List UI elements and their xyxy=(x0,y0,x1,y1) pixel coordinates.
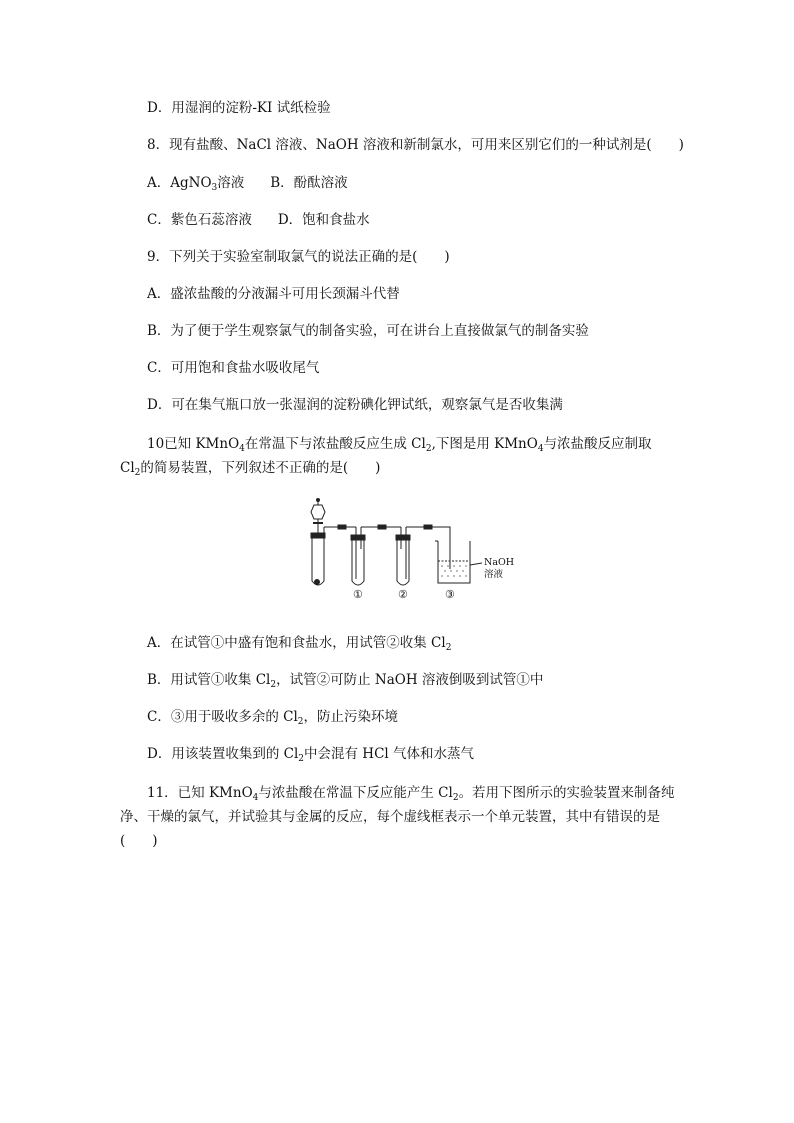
label-tube-1: ① xyxy=(353,588,363,601)
q10-stem: 10已知 KMnO$_4$在常温下与浓盐酸反应生成 $Cl_2$,下图是用 KMnO$_4$与浓盐酸反应制取 $Cl_2$的简易装置，下列叙述不正确的是( ) xyxy=(120,436,652,478)
q8-option-c: C．紫色石蕊溶液 xyxy=(147,212,252,228)
beaker xyxy=(435,541,470,583)
q10-option-b: B．用试管①收集 $Cl_2$，试管②可防止 NaOH 溶液倒吸到试管①中 xyxy=(147,672,544,690)
q10-option-a: A．在试管①中盛有饱和食盐水，用试管②收集 $Cl_2$ xyxy=(147,635,452,653)
q8-options-ab xyxy=(147,173,348,193)
label-beaker: ③ xyxy=(445,588,455,601)
label-naoh: NaOH xyxy=(484,557,515,568)
q9-option-d: D．可在集气瓶口放一张湿润的淀粉碘化钾试纸，观察氯气是否收集满 xyxy=(147,397,563,413)
test-tube-2 xyxy=(396,527,410,585)
q9-stem: 9．下列关于实验室制取氯气的说法正确的是( ) xyxy=(147,249,450,265)
q9-option-b: B．为了便于学生观察氯气的制备实验，可在讲台上直接做氯气的制备实验 xyxy=(147,323,589,339)
generator-tube xyxy=(311,527,325,585)
q8-options-cd xyxy=(147,210,370,230)
label-tube-2: ② xyxy=(398,588,408,601)
q8-stem: 8．现有盐酸、NaCl 溶液、NaOH 溶液和新制氯水，可用来区别它们的一种试剂是( ) xyxy=(147,137,684,153)
q8-option-a: A．AgNO$_3$溶液 xyxy=(147,175,245,193)
q10-option-d: D．用该装置收集到的 $Cl_2$中会混有 HCl 气体和水蒸气 xyxy=(147,746,475,764)
apparatus-figure xyxy=(300,497,530,607)
separatory-funnel xyxy=(311,499,325,538)
q9-option-c: C．可用饱和食盐水吸收尾气 xyxy=(147,360,320,376)
label-solution: 溶液 xyxy=(484,569,504,580)
q8-option-b: B．酚酞溶液 xyxy=(270,175,348,191)
q10-option-c: C．③用于吸收多余的 $Cl_2$，防止污染环境 xyxy=(147,709,399,727)
q9-option-a: A．盛浓盐酸的分液漏斗可用长颈漏斗代替 xyxy=(147,286,400,302)
q8-option-d: D．饱和食盐水 xyxy=(277,212,370,228)
q7-option-d: D．用湿润的淀粉-KI 试纸检验 xyxy=(147,100,331,116)
q11-stem: 11．已知 KMnO$_4$与浓盐酸在常温下反应能产生 $Cl_2$。若用下图所示的实验装置来制备纯净、干燥的氯气，并试验其与金属的反应，每个虚线框表示一个单元装置，其中有错误的是( ) xyxy=(120,785,675,849)
test-tube-1 xyxy=(351,527,365,585)
